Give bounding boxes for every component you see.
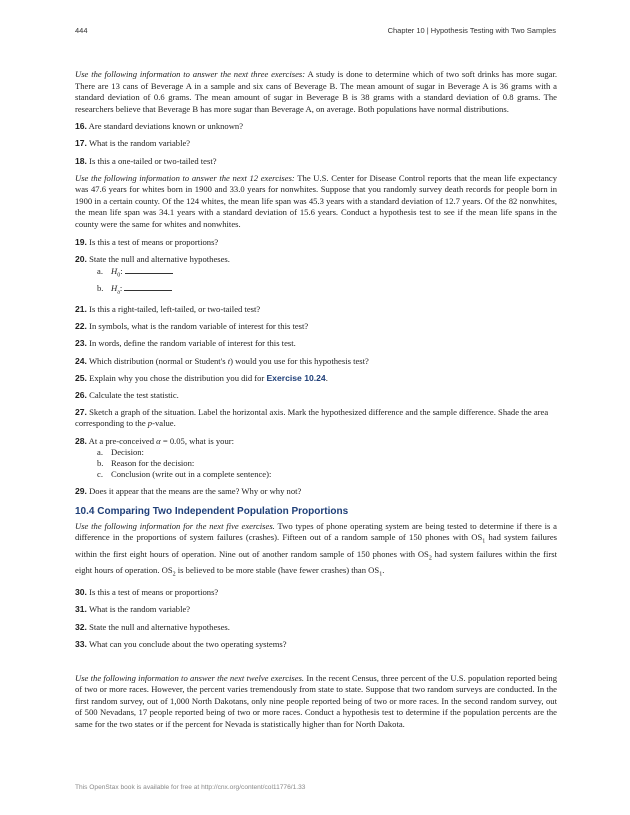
- exercise-text: In symbols, what is the random variable of interest for this test?: [86, 321, 309, 332]
- exercise-text: Is this a one-tailed or two-tailed test?: [86, 155, 217, 166]
- exercise-number: 16.: [75, 121, 87, 132]
- exercise-17: [75, 138, 557, 150]
- exercise-32: [75, 622, 557, 634]
- exercise-text: State the null and alternative hypotheses.: [86, 253, 230, 264]
- exercise-number: 27.: [75, 406, 87, 417]
- exercise-29: [75, 486, 557, 498]
- exercise-number: 25.: [75, 372, 87, 383]
- exercise-16: [75, 121, 557, 133]
- exercise-25: 25. Explain why you chose the distribution you did for Exercise 10.24.: [75, 372, 328, 383]
- intro-lead: Use the following information to answer the next three exercises:: [75, 69, 306, 79]
- exercise-31: [75, 604, 557, 616]
- exercise-22: [75, 321, 557, 333]
- intro-paragraph: [75, 69, 557, 115]
- intro-paragraph: [75, 673, 557, 731]
- exercise-number: 20.: [75, 253, 87, 264]
- list-item: b. Reason for the decision:: [97, 458, 195, 469]
- exercise-21: [75, 304, 557, 316]
- exercise-number: 28.: [75, 435, 87, 446]
- exercise-23: [75, 338, 557, 350]
- intro-text: In the recent Census, three percent of the U.S. population reported being of two or more races. However, the percent varies tremendously from state to state. Suppose that two random surveys are conducted. In the first random survey, out of 1,000 North Dakotans, only nine people reported being of two or more races. In the second random survey, out of 500 Nevadans, 17 people reported being of two or more races. Conduct a hypothesis test to determine if the population percents are the same for the two states or if the percent for Nevada is statistically higher than for North Dakota.: [75, 672, 557, 730]
- page-body: [75, 69, 557, 737]
- exercise-number: 22.: [75, 321, 87, 332]
- exercise-link[interactable]: Exercise 10.24: [266, 372, 326, 383]
- exercise-text: Does it appear that the means are the same? Why or why not?: [86, 485, 302, 496]
- intro-text: A study is done to determine which of two soft drinks has more sugar. There are 13 cans of Beverage A in a sample and six cans of Beverage B. The mean amount of sugar in Beverage A is 36 grams with a standard deviation of 0.6 grams. The mean amount of sugar in Beverage B is 38 grams with a standard deviation of 0.8 grams. The researchers believe that Beverage B has more sugar than Beverage A, on average. Both populations have normal distributions.: [75, 69, 557, 114]
- exercise-text: What can you conclude about the two operating systems?: [86, 638, 287, 649]
- page-header: [75, 26, 556, 38]
- chapter-title: Chapter 10 | Hypothesis Testing with Two Samples: [387, 26, 556, 35]
- exercise-number: 30.: [75, 587, 87, 598]
- sub-list: [97, 265, 557, 298]
- exercise-number: 18.: [75, 155, 87, 166]
- sub-list: [97, 447, 557, 480]
- exercise-text: Is this a test of means or proportions?: [86, 236, 219, 247]
- exercise-text: Is this a right-tailed, left-tailed, or two-tailed test?: [86, 304, 261, 315]
- exercise-30: [75, 587, 557, 599]
- exercise-text: Are standard deviations known or unknown?: [86, 121, 244, 132]
- exercise-number: 17.: [75, 138, 87, 149]
- exercise-18: [75, 156, 557, 168]
- page-number: 444: [75, 26, 88, 35]
- intro-paragraph: [75, 173, 557, 231]
- exercise-text: In words, define the random variable of interest for this test.: [86, 338, 296, 349]
- exercise-number: 19.: [75, 236, 87, 247]
- intro-text: The U.S. Center for Disease Control reports that the mean life expectancy was 47.6 years for whites born in 1900 and 33.0 years for nonwhites. Suppose that you randomly survey death records for people born in 1900 in a certain county. Of the 124 whites, the mean life span was 45.3 years with a standard deviation of 12.7 years. Of the 82 nonwhites, the mean life span was 34.1 years with a standard deviation of 15.6 years. Conduct a hypothesis test to see if the mean life spans in the county were the same for whites and nonwhites.: [75, 172, 557, 230]
- section-title: 10.4 Comparing Two Independent Population Proportions: [75, 506, 349, 518]
- exercise-number: 33.: [75, 638, 87, 649]
- exercise-text: Is this a test of means or proportions?: [86, 587, 219, 598]
- spacer: [75, 656, 557, 673]
- exercise-number: 26.: [75, 389, 87, 400]
- exercise-33: [75, 639, 557, 651]
- list-item: b. $H_a$:: [97, 282, 557, 299]
- answer-blank[interactable]: [124, 282, 172, 291]
- intro-lead: Use the following information to answer the next 12 exercises:: [75, 172, 295, 183]
- exercise-24: 24. Which distribution (normal or Student's t) would you use for this hypothesis test?: [75, 355, 369, 366]
- page-footer: This OpenStax book is available for free at http://cnx.org/content/col11776/1.33: [75, 784, 306, 791]
- exercise-text: What is the random variable?: [86, 604, 191, 615]
- list-item: a. Decision:: [97, 447, 144, 458]
- exercise-number: 29.: [75, 485, 87, 496]
- exercise-19: [75, 237, 557, 249]
- list-item: c. Conclusion (write out in a complete sentence):: [97, 469, 272, 480]
- exercise-28: 28. At a pre-conceived α = 0.05, what is your: a. Decision: b. Reason for the decision: c. Conclusion (write out in a complete sentence):: [75, 436, 557, 481]
- exercise-number: 21.: [75, 304, 87, 315]
- intro-lead: Use the following information to answer the next twelve exercises.: [75, 672, 305, 683]
- exercise-27: 27. Sketch a graph of the situation. Label the horizontal axis. Mark the hypothesized difference and the sample difference. Shade the area corresponding to the p-value.: [75, 406, 549, 429]
- intro-lead: Use the following information for the next five exercises.: [75, 520, 275, 531]
- exercise-number: 32.: [75, 621, 87, 632]
- exercise-text: Calculate the test statistic.: [86, 389, 179, 400]
- exercise-number: 23.: [75, 338, 87, 349]
- exercise-text: What is the random variable?: [86, 138, 191, 149]
- exercise-number: 24.: [75, 355, 87, 366]
- answer-blank[interactable]: [125, 265, 173, 274]
- list-item: a. $H_0$:: [97, 265, 557, 282]
- intro-paragraph: Use the following information for the next five exercises. Two types of phone operating system are being tested to determine if there is a difference in the proportions of system failures (crashes). Fifteen out of a random sample of 150 phones with $OS_1$ had system failures within the first eight hours of operation. Nine out of another random sample of 150 phones with $OS_2$ had system failures within the first eight hours of operation. $OS_2$ is believed to be more stable (have fewer crashes) than $OS_1$.: [75, 520, 557, 578]
- exercise-20: [75, 254, 557, 299]
- exercise-text: State the null and alternative hypotheses.: [86, 621, 230, 632]
- exercise-number: 31.: [75, 604, 87, 615]
- exercise-26: [75, 390, 557, 402]
